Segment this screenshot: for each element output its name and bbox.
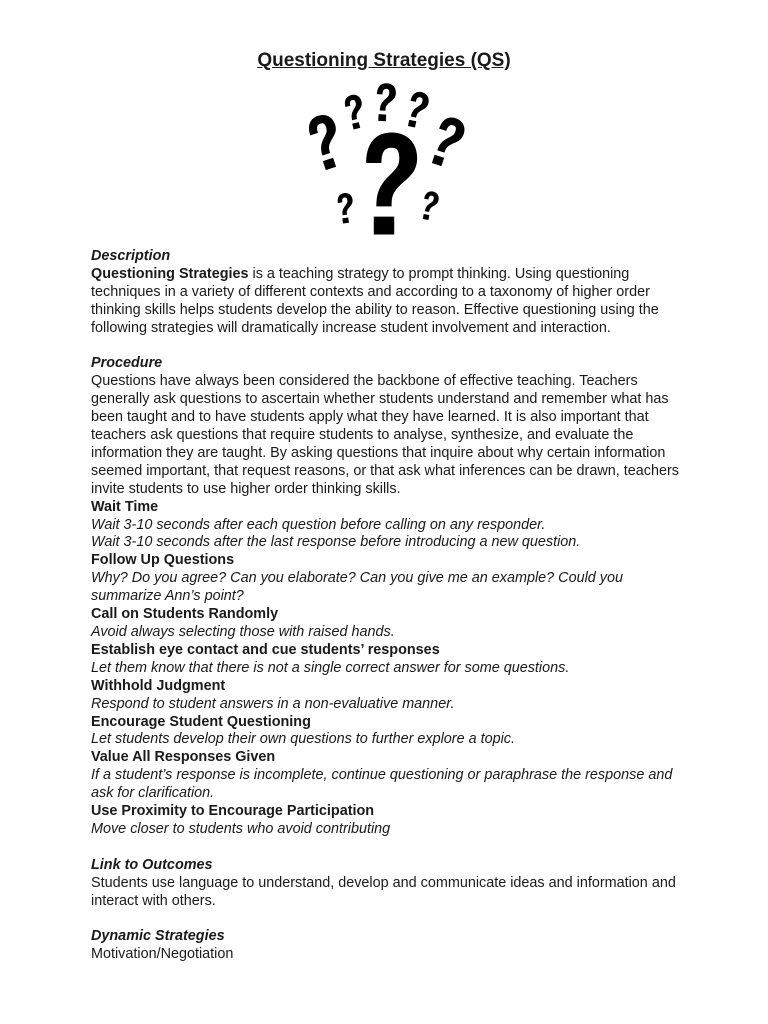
strategy-title: Withhold Judgment [91, 677, 226, 694]
strategy-description: Why? Do you agree? Can you elaborate? Can you give me an example? Could you summarize Ann’s point? [91, 570, 623, 605]
dynamic-strategies-heading: Dynamic Strategies [91, 928, 225, 945]
strategy-description: Wait 3-10 seconds after the last response before introducing a new question. [91, 534, 581, 551]
link-to-outcomes-paragraph: Students use language to understand, develop and communicate ideas and information and interact with others. [91, 874, 676, 909]
strategy-description: Let students develop their own questions to further explore a topic. [91, 731, 515, 748]
strategy-title: Call on Students Randomly [91, 606, 279, 623]
description-paragraph [91, 266, 691, 338]
strategy-title: Wait Time [91, 498, 159, 515]
strategy-description: Let them know that there is not a single correct answer for some questions. [91, 659, 570, 676]
procedure-heading: Procedure [91, 355, 163, 372]
link-to-outcomes-heading: Link to Outcomes [91, 856, 213, 873]
procedure-paragraph: Questions have always been considered the backbone of effective teaching. Teachers generally ask questions to ascertain whether students understand and remember what has been taught and to have students apply what they have learned. It is also important that teachers ask questions that require students to analyse, synthesize, and evaluate the information they are taught. By asking questions that inquire about why certain information seemed important, that request reasons, or that ask what inferences can be drawn, teachers invite students to use higher order thinking skills. [91, 373, 679, 497]
strategy-title: Value All Responses Given [91, 749, 276, 766]
strategy-title: Use Proximity to Encourage Participation [91, 803, 375, 820]
strategy-description: If a student’s response is incomplete, continue questioning or paraphrase the response and ask for clarification. [91, 767, 673, 802]
description-lead: Questioning Strategies [91, 265, 249, 282]
page-title: Questioning Strategies (QS) [257, 50, 511, 71]
dynamic-strategies-text: Motivation/Negotiation [91, 946, 234, 963]
question-marks-clipart-icon [300, 76, 470, 252]
strategy-title: Establish eye contact and cue students’ responses [91, 641, 440, 658]
strategy-title: Follow Up Questions [91, 552, 235, 569]
strategy-description: Avoid always selecting those with raised hands. [91, 624, 395, 641]
description-text: is a teaching strategy to prompt thinking. Using questioning techniques in a variety of different contexts and according to a taxonomy of higher order thinking skills helps students develop the ability to reason. Effective questioning using the following strategies will dramatically increase student involvement and interaction. [91, 265, 659, 336]
strategy-title: Encourage Student Questioning [91, 713, 311, 730]
strategy-description: Move closer to students who avoid contributing [91, 820, 391, 837]
strategy-description: Respond to student answers in a non-evaluative manner. [91, 695, 455, 712]
document-body [91, 248, 691, 964]
description-heading: Description [91, 248, 171, 264]
strategy-description: Wait 3-10 seconds after each question before calling on any responder. [91, 516, 546, 533]
